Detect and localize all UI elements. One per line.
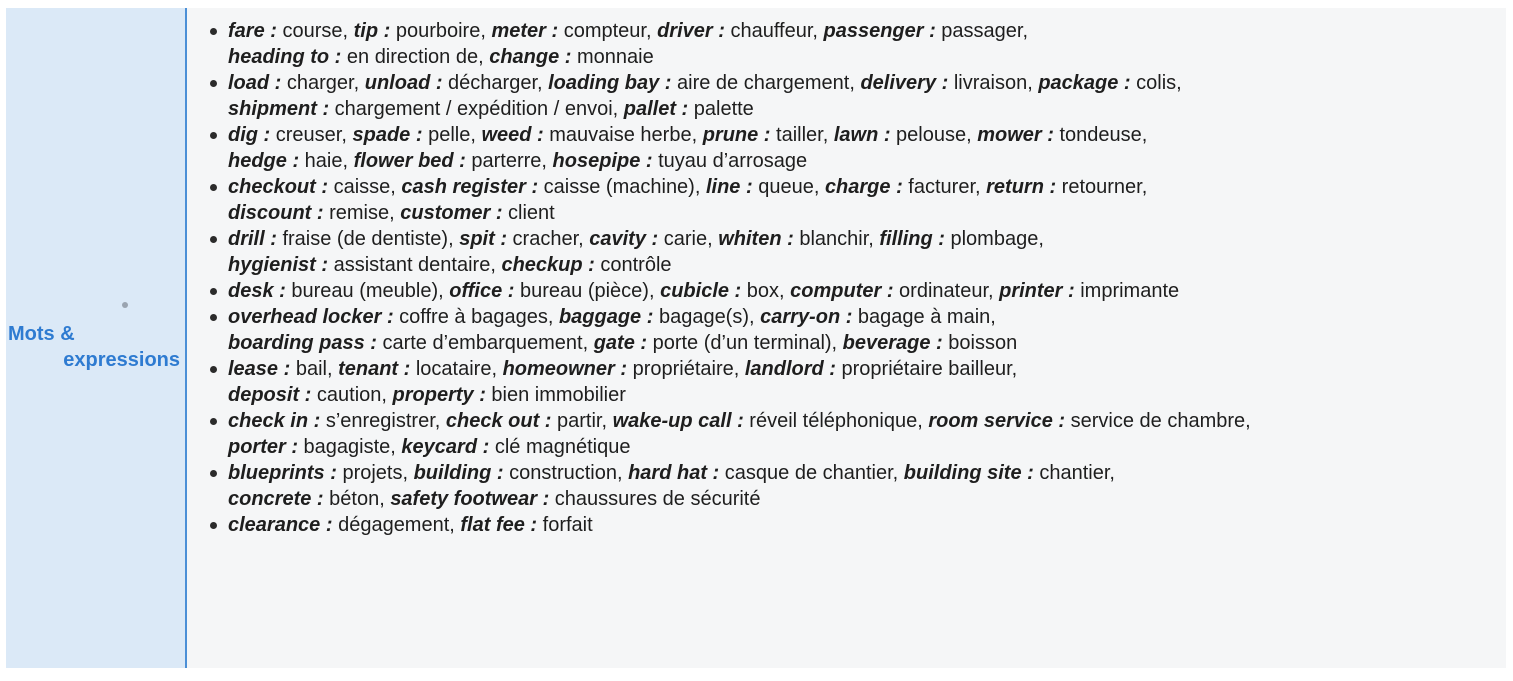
french-translation: assistant dentaire, [328,254,502,276]
french-translation: queue, [752,176,825,198]
french-translation: chaussures de sécurité [549,488,761,510]
french-translation: bagage(s), [653,306,761,328]
french-translation: locataire, [410,358,503,380]
vocabulary-entry [206,512,1501,538]
entry-line [228,226,1501,252]
french-translation: tuyau d’arrosage [652,150,808,172]
english-term: computer : [790,280,894,302]
french-translation: caution, [311,384,393,406]
entry-line [228,356,1501,382]
english-term: porter : [228,436,298,458]
english-term: hard hat : [628,462,720,484]
english-term: building site : [903,462,1034,484]
entry-line [228,330,1501,356]
bullet-icon [210,470,217,477]
french-translation: plombage, [944,228,1044,250]
french-translation: box, [741,280,791,302]
entry-line [228,408,1501,434]
french-translation: service de chambre, [1065,410,1251,432]
entry-line [228,278,1501,304]
french-translation: casque de chantier, [719,462,904,484]
vocabulary-entry [206,460,1501,512]
french-translation: aire de chargement, [671,72,861,94]
entry-line [228,434,1501,460]
english-term: drill : [228,228,277,250]
english-term: change : [489,46,572,68]
english-term: tip : [353,20,391,42]
english-term: flat fee : [460,514,538,536]
entry-line [228,44,1501,70]
english-term: keycard : [401,436,490,458]
entry-line [228,460,1501,486]
english-term: hedge : [228,150,300,172]
english-term: fare : [228,20,277,42]
french-translation: client [502,202,555,224]
french-translation: charger, [281,72,365,94]
english-term: blueprints : [228,462,337,484]
french-translation: blanchir, [793,228,880,250]
french-translation: pelle, [422,124,482,146]
english-term: deposit : [228,384,312,406]
french-translation: carte d’embarquement, [376,332,594,354]
english-term: shipment : [228,98,330,120]
french-translation: compteur, [558,20,658,42]
english-term: prune : [702,124,771,146]
french-translation: bagagiste, [298,436,402,458]
english-term: desk : [228,280,286,302]
english-term: cubicle : [660,280,742,302]
english-term: building : [413,462,504,484]
french-translation: parterre, [465,150,553,172]
french-translation: mauvaise herbe, [543,124,703,146]
french-translation: clé magnétique [489,436,631,458]
english-term: room service : [928,410,1066,432]
french-translation: décharger, [442,72,549,94]
english-term: carry-on : [760,306,853,328]
entry-line [228,148,1501,174]
french-translation: bagage à main, [852,306,996,328]
english-term: clearance : [228,514,333,536]
english-term: loading bay : [548,72,672,94]
french-translation: fraise (de dentiste), [276,228,460,250]
french-translation: coffre à bagages, [393,306,559,328]
bullet-icon [210,28,217,35]
english-term: spit : [459,228,507,250]
french-translation: chantier, [1033,462,1115,484]
french-translation: chauffeur, [724,20,824,42]
english-term: heading to : [228,46,342,68]
bullet-icon [210,314,217,321]
english-term: meter : [491,20,559,42]
french-translation: course, [276,20,354,42]
english-term: pallet : [623,98,689,120]
entry-line [228,304,1501,330]
french-translation: construction, [503,462,629,484]
entry-line [228,174,1501,200]
french-translation: contrôle [594,254,672,276]
french-translation: tailler, [770,124,834,146]
french-translation: propriétaire, [627,358,745,380]
english-term: homeowner : [502,358,628,380]
french-translation: imprimante [1074,280,1180,302]
french-translation: réveil téléphonique, [743,410,929,432]
vocabulary-entry [206,356,1501,408]
french-translation: béton, [323,488,391,510]
entry-line [228,382,1501,408]
french-translation: boisson [942,332,1018,354]
english-term: landlord : [744,358,836,380]
english-term: return : [986,176,1057,198]
english-term: hosepipe : [552,150,653,172]
english-term: lease : [228,358,291,380]
english-term: dig : [228,124,271,146]
french-translation: en direction de, [341,46,490,68]
bullet-icon [210,236,217,243]
vocabulary-entry [206,304,1501,356]
bullet-icon [210,366,217,373]
english-term: discount : [228,202,324,224]
french-translation: chargement / expédition / envoi, [329,98,624,120]
french-translation: passager, [935,20,1029,42]
entry-line [228,486,1501,512]
bullet-icon [210,288,217,295]
entry-line [228,96,1501,122]
french-translation: caisse, [328,176,402,198]
vocabulary-entry [206,278,1501,304]
french-translation: monnaie [571,46,654,68]
english-term: filling : [879,228,945,250]
entry-line [228,122,1501,148]
english-term: checkout : [228,176,329,198]
english-term: driver : [657,20,725,42]
section-label-line-1: Mots & [8,323,75,345]
section-label-line-2: expressions [63,349,180,371]
english-term: tenant : [338,358,411,380]
english-term: lawn : [833,124,891,146]
english-term: printer : [999,280,1075,302]
english-term: check out : [445,410,552,432]
french-translation: tondeuse, [1053,124,1148,146]
english-term: property : [392,384,486,406]
french-translation: facturer, [902,176,987,198]
english-term: delivery : [860,72,949,94]
english-term: hygienist : [228,254,329,276]
english-term: gate : [593,332,648,354]
english-term: office : [449,280,515,302]
english-term: mower : [977,124,1054,146]
entry-line [228,70,1501,96]
bullet-icon [210,184,217,191]
french-translation: pelouse, [890,124,978,146]
french-translation: remise, [323,202,401,224]
french-translation: creuser, [270,124,353,146]
french-translation: partir, [551,410,613,432]
vocabulary-entry [206,18,1501,70]
entry-line [228,512,1501,538]
english-term: beverage : [842,332,943,354]
french-translation: s’enregistrer, [320,410,446,432]
vocabulary-box [6,8,1506,668]
french-translation: dégagement, [332,514,461,536]
french-translation: palette [688,98,754,120]
english-term: whiten : [718,228,794,250]
english-term: weed : [481,124,544,146]
english-term: cash register : [401,176,539,198]
english-term: safety footwear : [390,488,550,510]
vocabulary-list [206,18,1501,538]
french-translation: colis, [1130,72,1182,94]
french-translation: projets, [336,462,414,484]
english-term: check in : [228,410,321,432]
section-label [6,321,180,373]
vocabulary-entry [206,70,1501,122]
french-translation: carie, [658,228,719,250]
english-term: wake-up call : [612,410,744,432]
english-term: checkup : [501,254,595,276]
english-term: passenger : [823,20,936,42]
vocabulary-entry [206,408,1501,460]
decorative-dot [122,302,128,308]
english-term: cavity : [589,228,659,250]
entry-line [228,18,1501,44]
entry-line [228,252,1501,278]
english-term: spade : [352,124,423,146]
french-translation: haie, [299,150,354,172]
french-translation: pourboire, [390,20,492,42]
english-term: flower bed : [353,150,466,172]
english-term: baggage : [558,306,654,328]
french-translation: retourner, [1056,176,1148,198]
french-translation: bureau (pièce), [514,280,661,302]
english-term: charge : [824,176,903,198]
english-term: load : [228,72,282,94]
french-translation: bien immobilier [485,384,626,406]
french-translation: propriétaire bailleur, [835,358,1018,380]
english-term: line : [705,176,753,198]
english-term: overhead locker : [228,306,394,328]
vocabulary-entry [206,122,1501,174]
vocabulary-entry [206,174,1501,226]
bullet-icon [210,522,217,529]
english-term: package : [1038,72,1131,94]
bullet-icon [210,418,217,425]
bullet-icon [210,80,217,87]
bullet-icon [210,132,217,139]
english-term: unload : [364,72,443,94]
vocabulary-entry [206,226,1501,278]
french-translation: forfait [537,514,593,536]
english-term: concrete : [228,488,324,510]
french-translation: livraison, [948,72,1039,94]
english-term: boarding pass : [228,332,377,354]
french-translation: bail, [290,358,339,380]
french-translation: cracher, [506,228,590,250]
french-translation: ordinateur, [893,280,1000,302]
french-translation: porte (d’un terminal), [647,332,843,354]
entry-line [228,200,1501,226]
french-translation: bureau (meuble), [285,280,450,302]
english-term: customer : [400,202,503,224]
french-translation: caisse (machine), [538,176,706,198]
section-sidebar [6,8,187,668]
